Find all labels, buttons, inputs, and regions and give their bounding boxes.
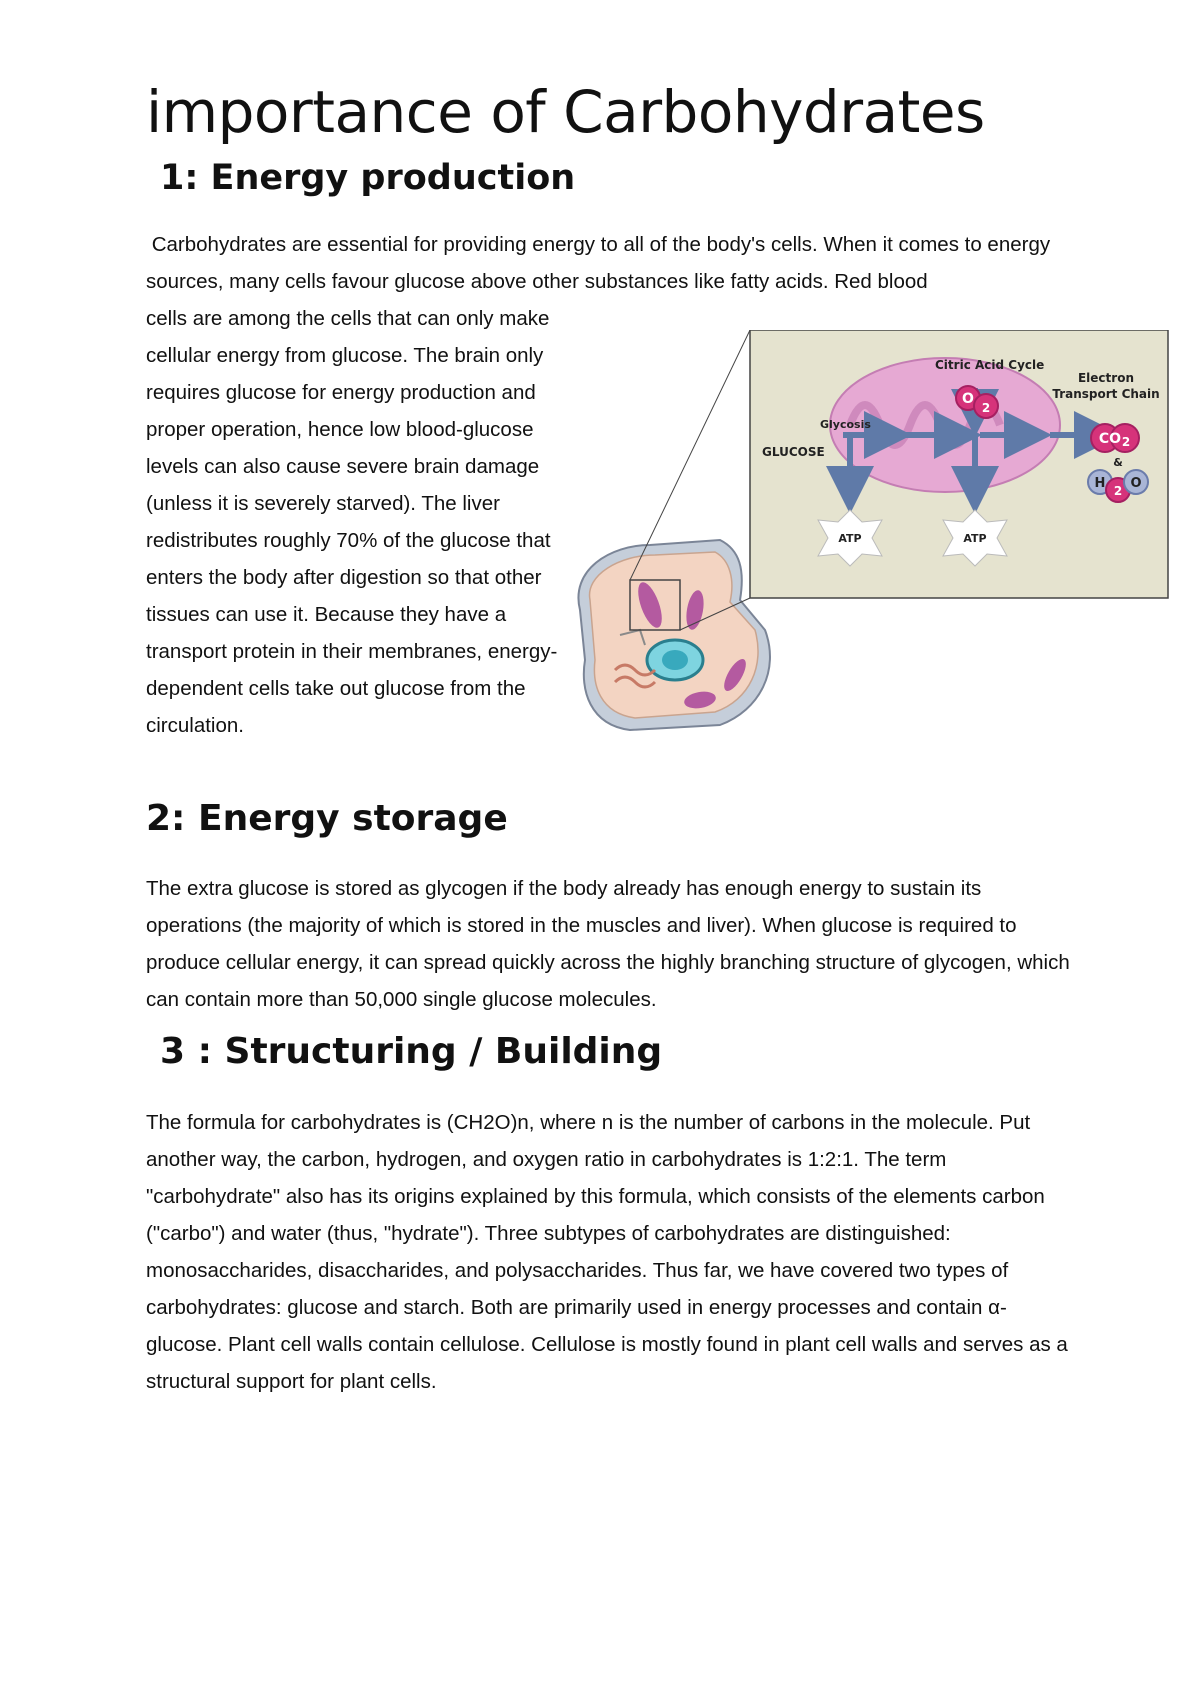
- svg-text:ATP: ATP: [838, 532, 862, 545]
- svg-text:2: 2: [1121, 435, 1131, 449]
- section-heading-energy-production: 1: Energy production: [160, 158, 576, 198]
- etc-label-line2: Transport Chain: [1052, 387, 1160, 401]
- mitochondria-panel: [750, 330, 1168, 598]
- svg-text:ATP: ATP: [963, 532, 987, 545]
- section-heading-energy-storage: 2: Energy storage: [146, 798, 508, 839]
- etc-label-line1: Electron: [1077, 371, 1135, 385]
- document-title: importance of Carbohydrates: [146, 78, 985, 146]
- svg-text:O: O: [962, 391, 974, 407]
- citric-acid-cycle-label: Citric Acid Cycle: [935, 358, 1045, 372]
- svg-text:2: 2: [981, 401, 991, 415]
- section-heading-structuring-building: 3 : Structuring / Building: [160, 1031, 663, 1072]
- carbon-dioxide-molecule-icon: [1091, 424, 1139, 452]
- svg-text:CO: CO: [1098, 431, 1122, 447]
- svg-text:2: 2: [1113, 484, 1123, 498]
- section-paragraph-energy-production: cells are among the cells that can only make cellular energy from glucose. The brain only requires glucose for energy production and proper operation, hence low blood-glucose levels can also cause severe brain damage (unless it is severely starved). The liver redistributes roughly 70% of the glucose that enters the body after digestion so that other tissues can use it. Because they have a transport protein in their membranes, energy-dependent cells take out glucose from the circulation.: [146, 307, 558, 737]
- svg-text:O: O: [1130, 476, 1142, 491]
- section-paragraph-energy-production-intro: Carbohydrates are essential for providing energy to all of the body's cells. When it comes to energy sources, many cells favour glucose above other substances like fatty acids. Red blood: [146, 233, 1056, 293]
- cell-illustration: [578, 540, 770, 730]
- glycolysis-label: Glycosis: [820, 418, 871, 431]
- glucose-label: GLUCOSE: [762, 445, 825, 459]
- section-paragraph-structuring-building: The formula for carbohydrates is (CH2O)n, where n is the number of carbons in the molecule. Put another way, the carbon, hydrogen, and oxygen ratio in carbohydrates is 1:2:1. The term "carbohydrate" also has its origins explained by this formula, which consists of the elements carbon ("carbo") and water (thus, "hydrate"). Three subtypes of carbohydrates are distinguished: monosaccharides, disaccharides, and polysaccharides. Thus far, we have covered two types of carbohydrates: glucose and starch. Both are primarily used in energy processes and contain α-glucose. Plant cell walls contain cellulose. Cellulose is mostly found in plant cell walls and serves as a structural support for plant cells.: [146, 1111, 1068, 1393]
- section-paragraph-energy-storage: The extra glucose is stored as glycogen if the body already has enough energy to sustain its operations (the majority of which is stored in the muscles and liver). When glucose is required to produce cellular energy, it can spread quickly across the highly branching structure of glycogen, which can contain more than 50,000 single glucose molecules.: [146, 877, 1070, 1011]
- cell-respiration-figure: [570, 330, 1170, 760]
- svg-text:H: H: [1094, 476, 1106, 491]
- and-label: &: [1113, 456, 1123, 469]
